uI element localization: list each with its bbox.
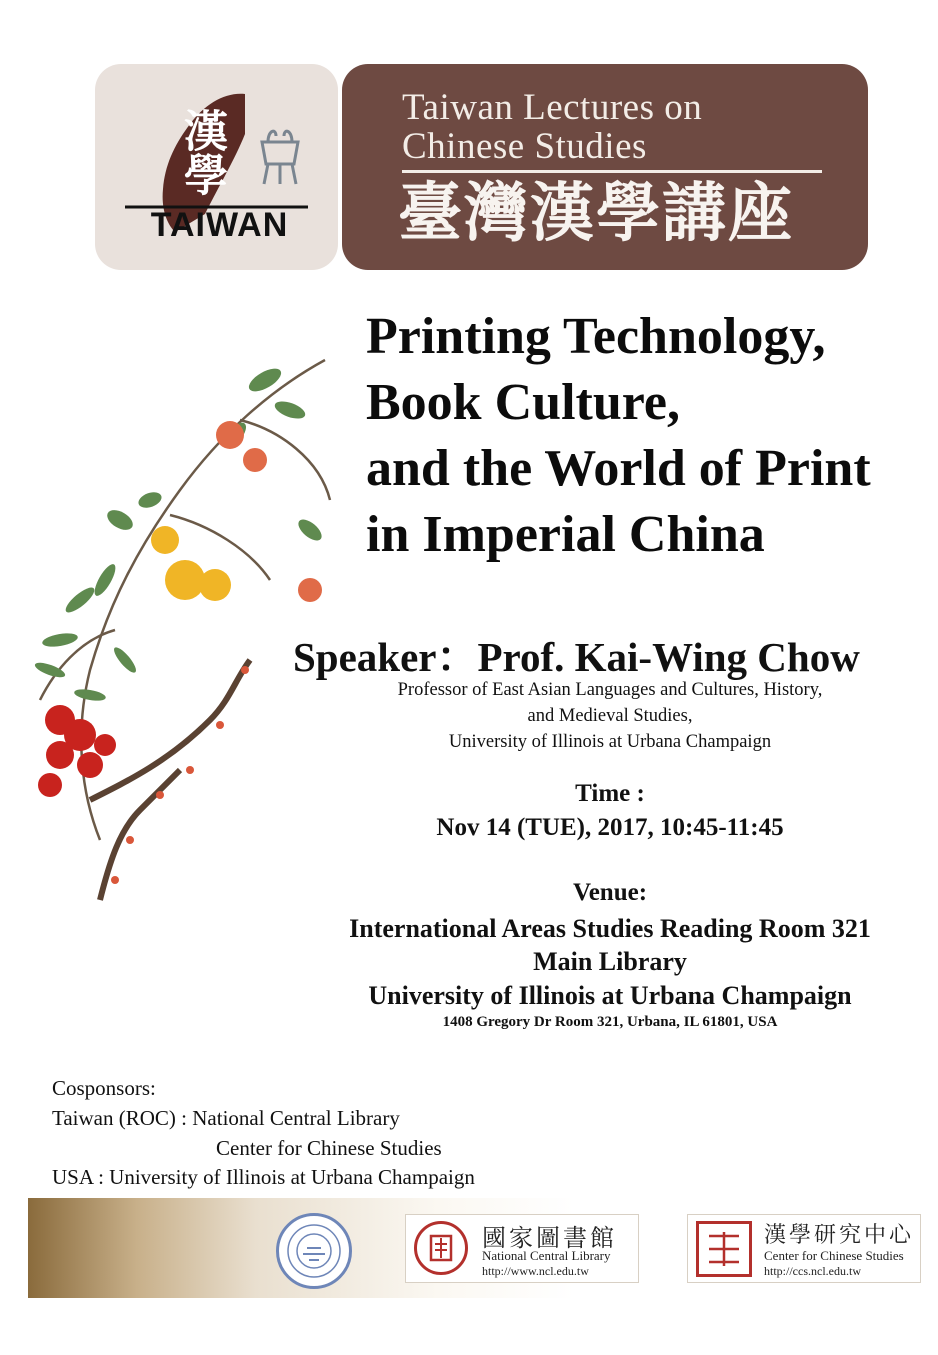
cosponsor-taiwan-2: Center for Chinese Studies <box>216 1136 442 1160</box>
affiliation-line-2: and Medieval Studies, <box>527 706 693 726</box>
apricots <box>216 421 322 602</box>
ccs-seal-icon <box>696 1221 752 1277</box>
banner-title-en-line2: Chinese Studies <box>402 126 647 167</box>
speaker-name: Speaker：Prof. Kai-Wing Chow <box>293 634 860 680</box>
venue-university: University of Illinois at Urbana Champaign <box>368 981 852 1010</box>
banner-title-en-line1: Taiwan Lectures on <box>402 87 703 128</box>
title-line-1: Printing Technology, <box>366 308 826 365</box>
cosponsors-label: Cosponsors: <box>52 1076 156 1100</box>
ncl-seal-icon <box>414 1221 468 1275</box>
affiliation-line-1: Professor of East Asian Languages and Cultures, History, <box>397 680 823 700</box>
banner-divider <box>402 170 822 173</box>
cosponsor-taiwan: Taiwan (ROC) : National Central Library <box>52 1106 400 1130</box>
lecture-title <box>366 304 926 568</box>
logo-word: TAIWAN <box>150 206 289 244</box>
lecture-banner <box>342 64 868 270</box>
taiwan-logo <box>95 64 338 270</box>
venue-room: International Areas Studies Reading Room 321 <box>349 914 871 943</box>
banner-title-zh: 臺灣漢學講座 <box>398 176 794 251</box>
uiuc-seal-icon <box>276 1213 352 1289</box>
ncl-logo-card <box>406 1215 638 1282</box>
plum-branch <box>90 660 250 900</box>
title-line-3: and the World of Print <box>366 440 871 497</box>
title-line-4: in Imperial China <box>366 506 765 563</box>
ncl-name-en: National Central Library <box>482 1248 611 1263</box>
venue-label: Venue: <box>572 879 648 906</box>
cosponsor-usa: USA : University of Illinois at Urbana Champaign <box>52 1165 475 1189</box>
ccs-name-en: Center for Chinese Studies <box>764 1248 904 1263</box>
affiliation-line-3: University of Illinois at Urbana Champaign <box>448 732 772 752</box>
ncl-url[interactable]: http://www.ncl.edu.tw <box>482 1264 589 1278</box>
time-label: Time : <box>575 780 645 807</box>
venue-building: Main Library <box>533 947 687 976</box>
venue-address: 1408 Gregory Dr Room 321, Urbana, IL 61801, USA <box>442 1014 778 1030</box>
yellow-fruits <box>151 526 231 601</box>
title-line-2: Book Culture, <box>366 374 680 431</box>
banner-title-en <box>402 88 702 166</box>
speaker-affiliation <box>330 677 890 755</box>
logo-zh-text: 漢學 <box>176 108 227 196</box>
ncl-name-zh: 國家圖書館 <box>482 1224 617 1252</box>
ccs-logo-card <box>688 1215 920 1282</box>
time-value: Nov 14 (TUE), 2017, 10:45-11:45 <box>436 814 784 841</box>
ccs-name-zh: 漢學研究中心 <box>764 1223 915 1248</box>
ccs-url[interactable]: http://ccs.ncl.edu.tw <box>764 1264 861 1278</box>
red-berries <box>38 705 116 797</box>
